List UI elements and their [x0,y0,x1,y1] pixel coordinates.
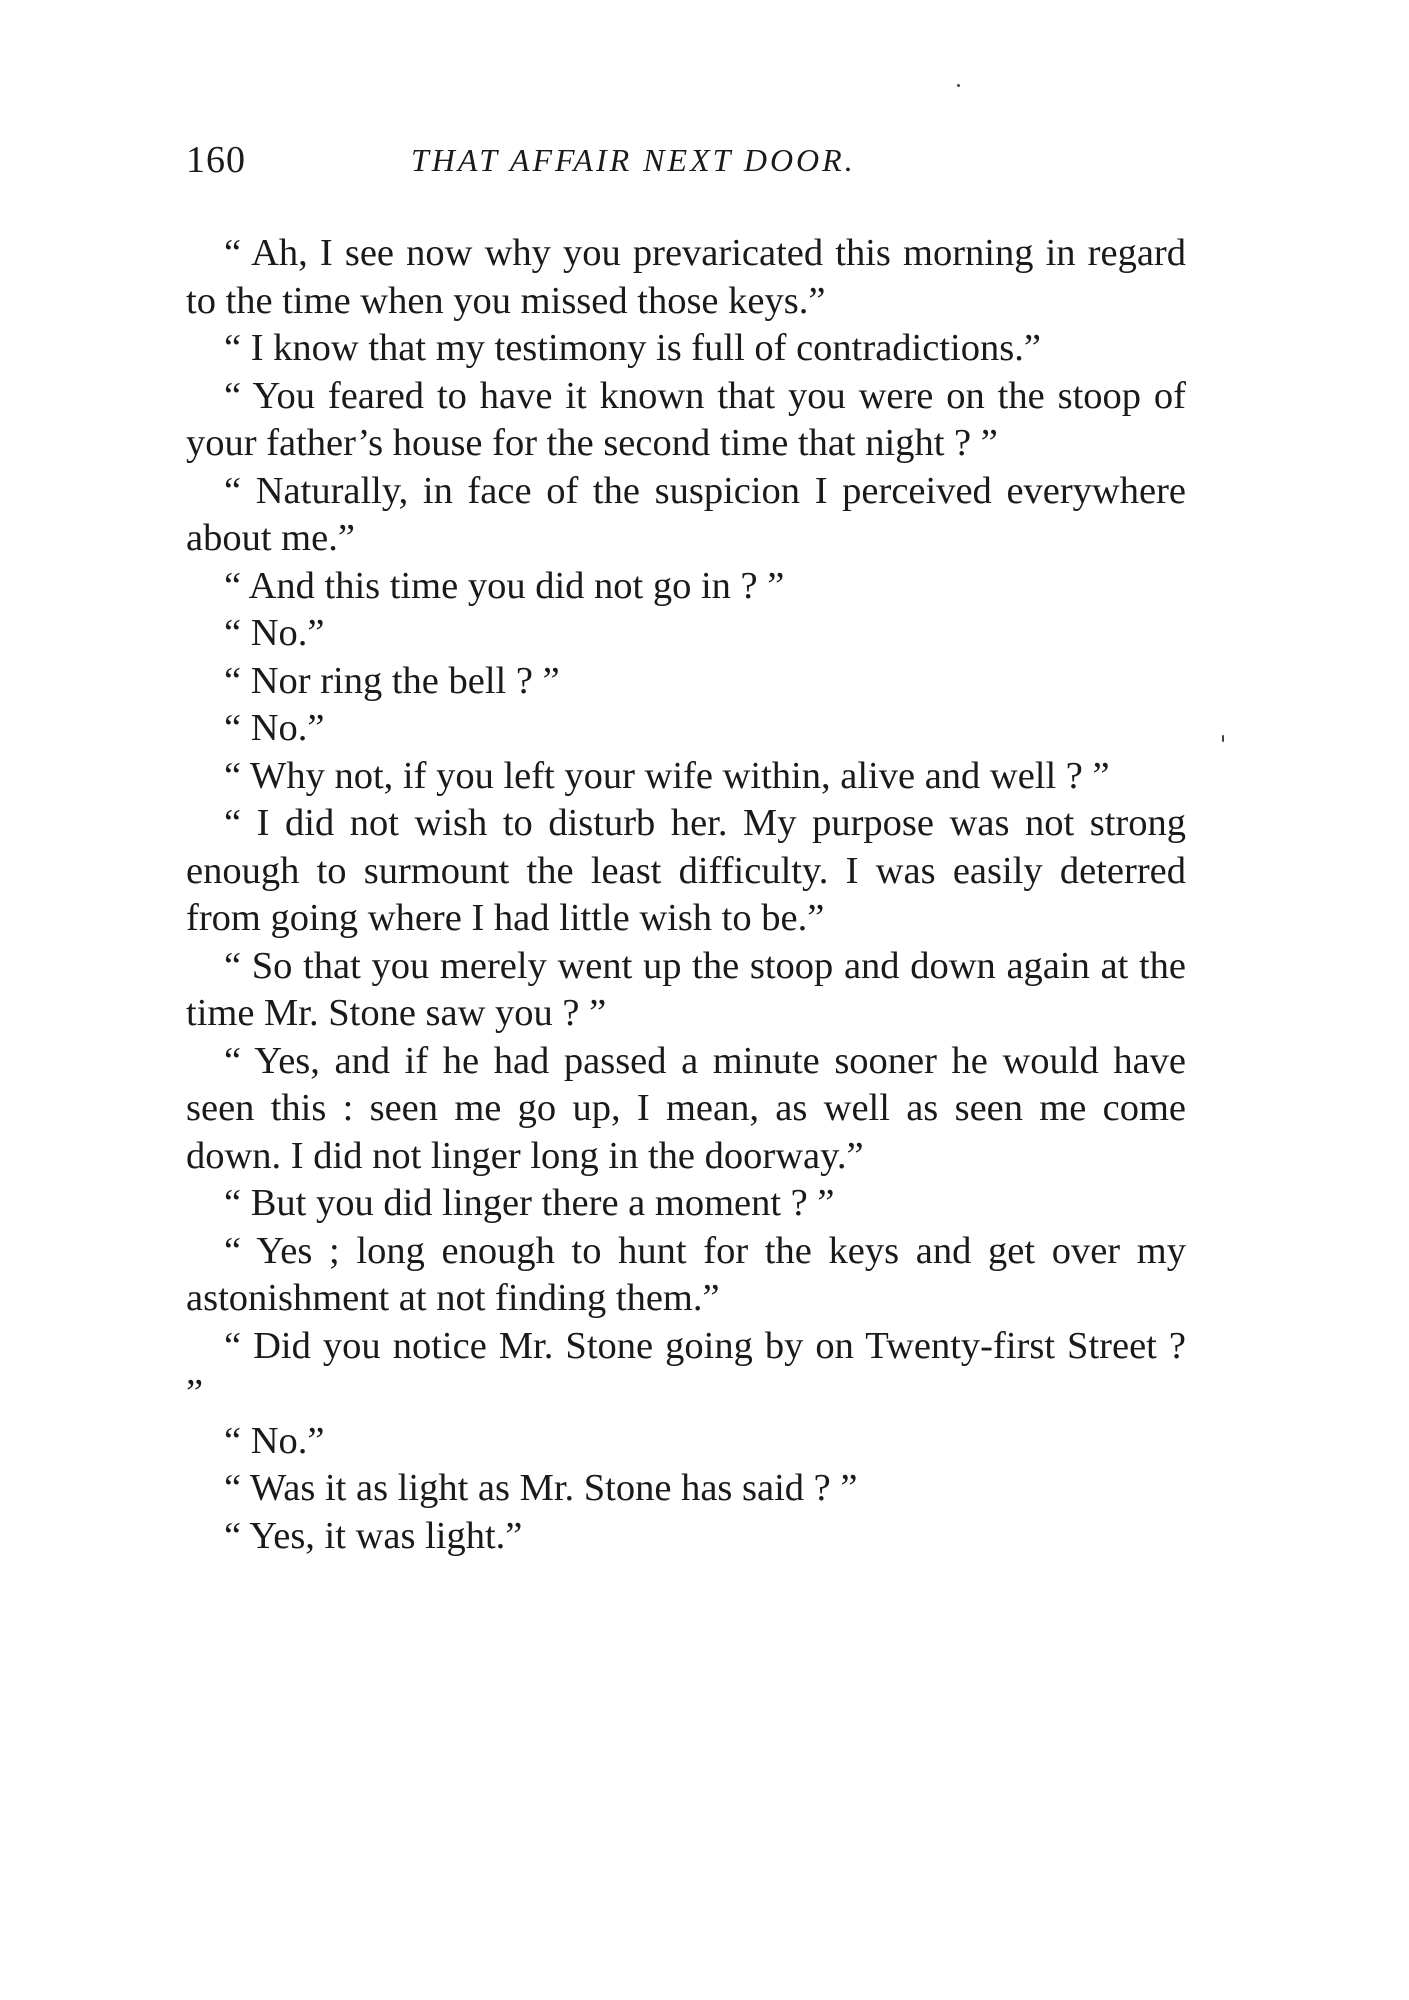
paragraph: “ Yes, it was light.” [224,1514,523,1557]
paragraph: “ Nor ring the bell ? ” [224,659,560,702]
paragraph: “ Naturally, in face of the suspicion I perceived everywhere about me.” [186,469,1186,559]
paragraph: “ I did not wish to disturb her. My purpose was not strong enough to surmount the least difficulty. I was easily deterred from going where I had little wish to be.” [186,802,1186,939]
paragraph: “ No.” [224,1419,325,1462]
body-text [186,230,1186,1560]
paragraph: “ And this time you did not go in ? ” [224,564,785,607]
running-title: THAT AFFAIR NEXT DOOR. [411,142,856,178]
running-head [186,138,1186,188]
paragraph: “ Why not, if you left your wife within, alive and well ? ” [224,754,1110,797]
paragraph: “ No.” [224,707,325,749]
paragraph: “ Did you notice Mr. Stone going by on Twenty-first Street ? ” [186,1324,1186,1414]
paragraph: “ You feared to have it known that you were on the stoop of your father’s house for the second time that night ? ” [186,374,1186,464]
paragraph: “ Yes, and if he had passed a minute sooner he would have seen this : seen me go up, I mean, as well as seen me come down. I did not linger long in the doorway.” [186,1039,1186,1177]
paragraph: “ No.” [224,612,325,654]
scan-speck [1222,735,1224,742]
paragraph: “ But you did linger there a moment ? ” [224,1182,835,1224]
scan-speck [957,84,960,87]
paragraph: “ Was it as light as Mr. Stone has said ? ” [224,1467,858,1509]
paragraph: “ I know that my testimony is full of contradictions.” [224,327,1041,369]
page-number: 160 [186,139,246,181]
paragraph: “ So that you merely went up the stoop and down again at the time Mr. Stone saw you ? ” [186,944,1186,1034]
paragraph: “ Ah, I see now why you prevaricated this morning in regard to the time when you missed those keys.” [186,232,1186,322]
paragraph: “ Yes ; long enough to hunt for the keys and get over my astonishment at not finding them.” [186,1229,1186,1319]
